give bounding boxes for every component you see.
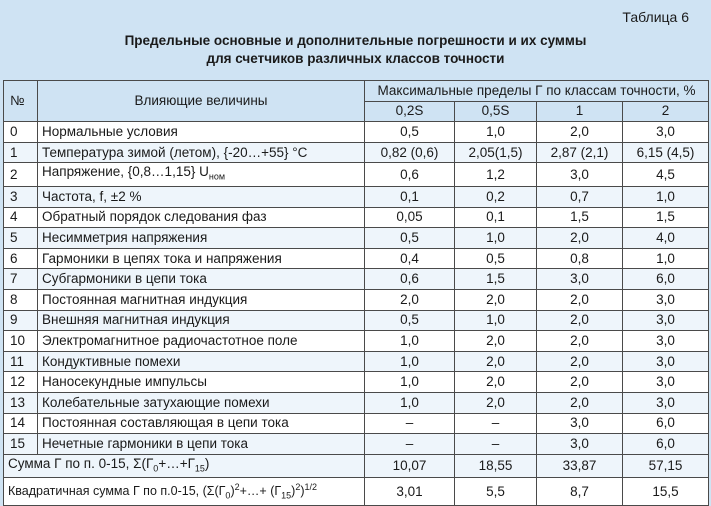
table-body: [4, 122, 709, 455]
row-number: 12: [4, 372, 38, 393]
quadratic-sum-value: 8,7: [537, 478, 623, 506]
table-row: [4, 393, 709, 414]
row-number: 0: [4, 122, 38, 143]
row-value: 0,6: [365, 163, 455, 187]
row-factor: Нормальные условия: [38, 122, 365, 143]
table-row: [4, 122, 709, 143]
row-factor: Наносекундные импульсы: [38, 372, 365, 393]
row-factor: Несимметрия напряжения: [38, 228, 365, 249]
row-value: 3,0: [537, 434, 623, 455]
row-factor: Внешняя магнитная индукция: [38, 310, 365, 331]
row-value: 2,0: [537, 351, 623, 372]
row-value: 2,87 (2,1): [537, 142, 623, 163]
row-value: 0,82 (0,6): [365, 142, 455, 163]
row-number: 10: [4, 331, 38, 352]
row-value: 3,0: [623, 372, 709, 393]
row-value: 4,0: [623, 228, 709, 249]
table-row: [4, 351, 709, 372]
table-row: [4, 372, 709, 393]
row-number: 7: [4, 269, 38, 290]
row-value: 2,0: [537, 290, 623, 311]
row-value: 2,0: [455, 372, 537, 393]
row-value: 3,0: [623, 122, 709, 143]
table-row: [4, 434, 709, 455]
row-number: 5: [4, 228, 38, 249]
row-value: 3,0: [623, 393, 709, 414]
table-row: [4, 413, 709, 434]
table-row: [4, 207, 709, 228]
row-value: 2,0: [365, 290, 455, 311]
row-value: 1,0: [365, 331, 455, 352]
table-row: [4, 269, 709, 290]
row-value: 0,8: [537, 248, 623, 269]
table-row: [4, 187, 709, 208]
row-value: 2,0: [537, 331, 623, 352]
row-value: 0,5: [455, 248, 537, 269]
error-limits-table: [3, 80, 709, 506]
row-value: 0,6: [365, 269, 455, 290]
row-number: 15: [4, 434, 38, 455]
row-value: 2,0: [455, 351, 537, 372]
row-value: –: [365, 434, 455, 455]
row-value: 1,0: [623, 248, 709, 269]
row-value: 1,0: [365, 393, 455, 414]
row-number: 14: [4, 413, 38, 434]
table-caption: Таблица 6: [622, 9, 689, 25]
row-number: 2: [4, 163, 38, 187]
row-value: 6,0: [623, 413, 709, 434]
row-value: 0,4: [365, 248, 455, 269]
row-factor: Нечетные гармоники в цепи тока: [38, 434, 365, 455]
row-value: 2,05(1,5): [455, 142, 537, 163]
header-factors: Влияющие величины: [38, 81, 365, 122]
row-value: 0,7: [537, 187, 623, 208]
table-row: [4, 290, 709, 311]
row-number: 6: [4, 248, 38, 269]
row-value: 6,15 (4,5): [623, 142, 709, 163]
title-line-2: для счетчиков различных классов точности: [206, 51, 505, 66]
table-row: [4, 142, 709, 163]
row-value: 6,0: [623, 434, 709, 455]
row-value: 4,5: [623, 163, 709, 187]
table-row: [4, 248, 709, 269]
row-value: 0,2: [455, 187, 537, 208]
title-line-1: Предельные основные и дополнительные погрешности и их суммы: [124, 33, 587, 48]
row-factor: Субгармоники в цепи тока: [38, 269, 365, 290]
row-factor: Обратный порядок следования фаз: [38, 207, 365, 228]
header-class-2: 2: [623, 101, 709, 122]
row-value: 0,1: [365, 187, 455, 208]
row-value: –: [365, 413, 455, 434]
row-value: 2,0: [455, 290, 537, 311]
row-value: 1,5: [455, 269, 537, 290]
row-value: 2,0: [537, 393, 623, 414]
sum-row: [4, 454, 709, 478]
row-value: –: [455, 413, 537, 434]
row-factor: Частота, f, ±2 %: [38, 187, 365, 208]
row-value: 2,0: [537, 122, 623, 143]
table-row: [4, 228, 709, 249]
row-value: 1,0: [455, 122, 537, 143]
row-value: 0,5: [365, 122, 455, 143]
row-number: 13: [4, 393, 38, 414]
row-value: –: [455, 434, 537, 455]
sum-value: 18,55: [455, 454, 537, 478]
table-row: [4, 310, 709, 331]
row-value: 1,2: [455, 163, 537, 187]
row-value: 3,0: [623, 351, 709, 372]
row-factor: Температура зимой (летом), {-20…+55} °C: [38, 142, 365, 163]
row-factor: Напряжение, {0,8…1,15} $U_{ном}$: [38, 163, 365, 187]
header-accuracy-group: Максимальные пределы Г по классам точности, %: [365, 81, 709, 102]
row-value: 1,0: [455, 228, 537, 249]
row-value: 1,5: [537, 207, 623, 228]
quadratic-sum-value: 5,5: [455, 478, 537, 506]
row-value: 3,0: [537, 163, 623, 187]
row-value: 3,0: [537, 269, 623, 290]
sum-value: 33,87: [537, 454, 623, 478]
row-number: 4: [4, 207, 38, 228]
row-value: 1,0: [365, 351, 455, 372]
row-value: 1,0: [455, 310, 537, 331]
header-class-0-2s: 0,2S: [365, 101, 455, 122]
row-factor: Постоянная составляющая в цепи тока: [38, 413, 365, 434]
row-number: 9: [4, 310, 38, 331]
sum-label: Сумма Г по п. 0-15, $\Sigma(Г_0+\dots+Г_{15})$: [4, 454, 365, 478]
row-value: 3,0: [623, 331, 709, 352]
quadratic-sum-value: 3,01: [365, 478, 455, 506]
table-row: [4, 331, 709, 352]
header-number: №: [4, 81, 38, 122]
row-value: 3,0: [623, 290, 709, 311]
header-class-1: 1: [537, 101, 623, 122]
row-number: 8: [4, 290, 38, 311]
row-value: 2,0: [537, 372, 623, 393]
row-number: 1: [4, 142, 38, 163]
table-row: [4, 163, 709, 187]
quadratic-sum-value: 15,5: [623, 478, 709, 506]
sum-value: 10,07: [365, 454, 455, 478]
row-number: 3: [4, 187, 38, 208]
row-value: 0,5: [365, 228, 455, 249]
row-value: 2,0: [455, 393, 537, 414]
row-value: 0,1: [455, 207, 537, 228]
row-value: 0,5: [365, 310, 455, 331]
row-value: 6,0: [623, 269, 709, 290]
sum-value: 57,15: [623, 454, 709, 478]
row-value: 1,0: [365, 372, 455, 393]
row-factor: Кондуктивные помехи: [38, 351, 365, 372]
row-value: 2,0: [455, 331, 537, 352]
row-value: 1,0: [623, 187, 709, 208]
row-value: 0,05: [365, 207, 455, 228]
table-title: [0, 32, 711, 68]
row-value: 3,0: [537, 413, 623, 434]
row-factor: Гармоники в цепях тока и напряжения: [38, 248, 365, 269]
row-factor: Постоянная магнитная индукция: [38, 290, 365, 311]
row-value: 2,0: [537, 228, 623, 249]
row-value: 2,0: [537, 310, 623, 331]
row-value: 3,0: [623, 310, 709, 331]
quadratic-sum-label: Квадратичная сумма Г по п.0-15, $(\Sigma(Г_0)^2+\dots+ (Г_{15})^2)^{1/2}$: [4, 478, 365, 506]
row-number: 11: [4, 351, 38, 372]
header-class-0-5s: 0,5S: [455, 101, 537, 122]
row-factor: Электромагнитное радиочастотное поле: [38, 331, 365, 352]
row-factor: Колебательные затухающие помехи: [38, 393, 365, 414]
row-value: 1,5: [623, 207, 709, 228]
